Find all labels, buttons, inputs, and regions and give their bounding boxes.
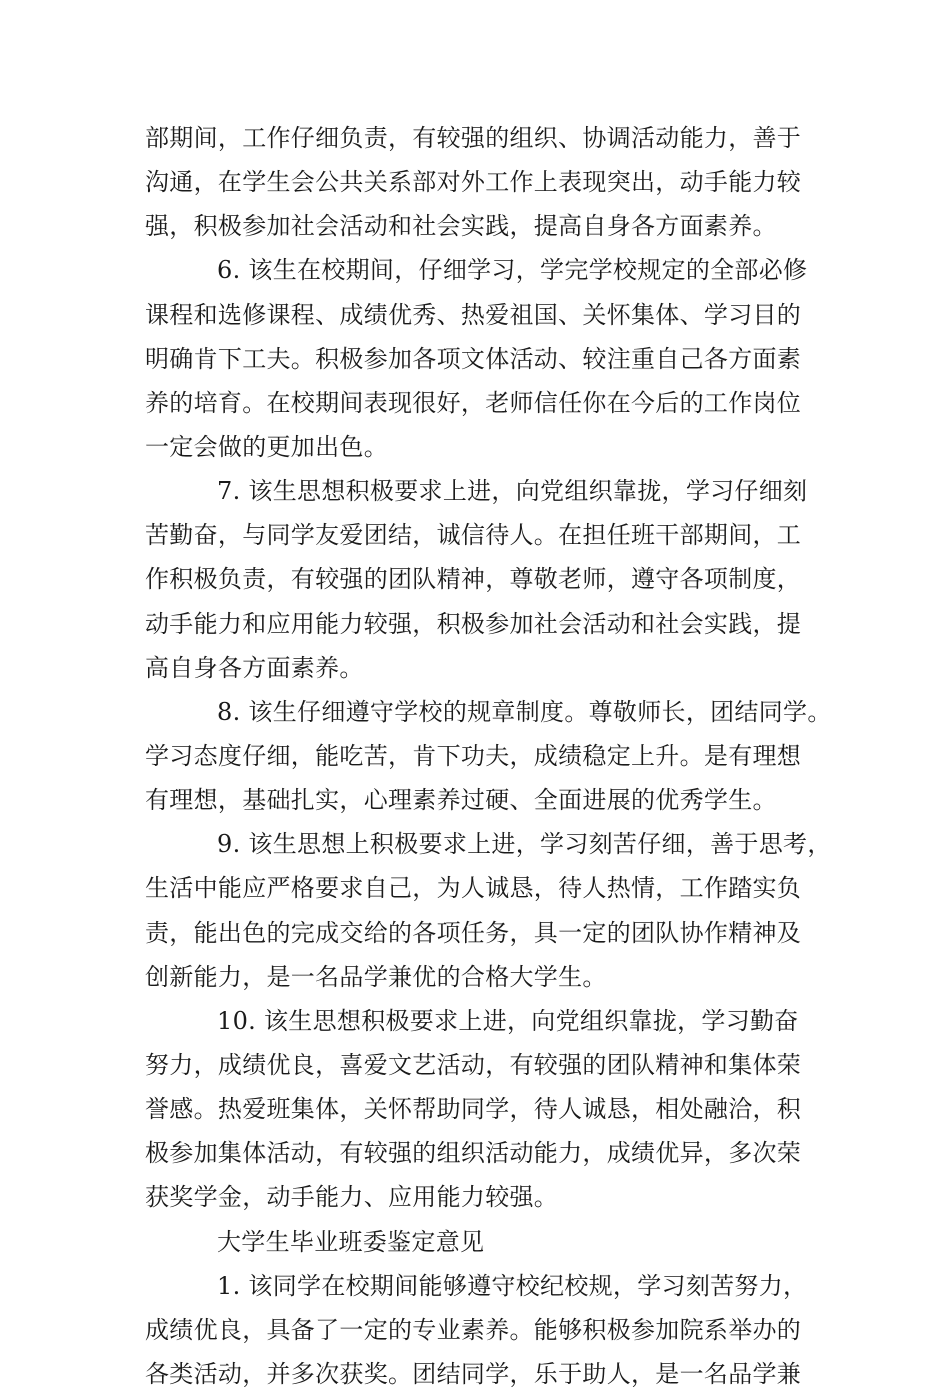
text-line: 动手能力和应用能力较强，积极参加社会活动和社会实践，提 — [145, 609, 802, 638]
paragraph-first-line: 9. 该生思想上积极要求上进，学习刻苦仔细，善于思考， — [217, 830, 832, 859]
text-line: 获奖学金，动手能力、应用能力较强。 — [145, 1183, 559, 1212]
paragraph-first-line: 1. 该同学在校期间能够遵守校纪校规，学习刻苦努力， — [217, 1271, 808, 1300]
document-body — [145, 116, 832, 1396]
text-line: 成绩优良，具备了一定的专业素养。能够积极参加院系举办的 — [145, 1315, 802, 1344]
text-line: 极参加集体活动，有较强的组织活动能力，成绩优异，多次荣 — [145, 1139, 802, 1168]
paragraph-first-line: 6. 该生在校期间，仔细学习，学完学校规定的全部必修 — [217, 256, 808, 285]
text-line: 苦勤奋，与同学友爱团结，诚信待人。在担任班干部期间，工 — [145, 521, 802, 550]
text-line: 学习态度仔细，能吃苦，肯下功夫，成绩稳定上升。是有理想 — [145, 741, 802, 770]
text-line: 作积极负责，有较强的团队精神，尊敬老师，遵守各项制度， — [145, 565, 802, 594]
text-line: 部期间，工作仔细负责，有较强的组织、协调活动能力，善于 — [145, 124, 802, 152]
text-line: 课程和选修课程、成绩优秀、热爱祖国、关怀集体、学习目的 — [145, 300, 802, 329]
text-line: 沟通，在学生会公共关系部对外工作上表现突出，动手能力较 — [145, 168, 802, 197]
paragraph-first-line: 8. 该生仔细遵守学校的规章制度。尊敬师长，团结同学。 — [217, 697, 832, 726]
paragraph-first-line: 大学生毕业班委鉴定意见 — [217, 1227, 485, 1256]
text-line: 生活中能应严格要求自己，为人诚恳，待人热情，工作踏实负 — [145, 874, 802, 903]
paragraph-first-line: 7. 该生思想积极要求上进，向党组织靠拢，学习仔细刻 — [217, 477, 808, 506]
text-line: 有理想，基础扎实，心理素养过硬、全面进展的优秀学生。 — [145, 786, 777, 815]
text-line: 努力，成绩优良，喜爱文艺活动，有较强的团队精神和集体荣 — [145, 1050, 802, 1079]
text-line: 一定会做的更加出色。 — [145, 432, 388, 461]
paragraph-first-line: 10. 该生思想积极要求上进，向党组织靠拢，学习勤奋 — [217, 1006, 799, 1035]
text-line: 明确肯下工夫。积极参加各项文体活动、较注重自己各方面素 — [145, 344, 802, 373]
text-line: 创新能力，是一名品学兼优的合格大学生。 — [145, 962, 607, 991]
text-line: 各类活动，并多次获奖。团结同学，乐于助人，是一名品学兼 — [145, 1359, 802, 1388]
text-line: 养的培育。在校期间表现很好，老师信任你在今后的工作岗位 — [145, 388, 802, 417]
text-line: 强，积极参加社会活动和社会实践，提高自身各方面素养。 — [145, 212, 777, 241]
text-line: 高自身各方面素养。 — [145, 653, 364, 682]
text-line: 誉感。热爱班集体，关怀帮助同学，待人诚恳，相处融洽，积 — [145, 1095, 802, 1124]
text-line: 责，能出色的完成交给的各项任务，具一定的团队协作精神及 — [145, 918, 802, 947]
